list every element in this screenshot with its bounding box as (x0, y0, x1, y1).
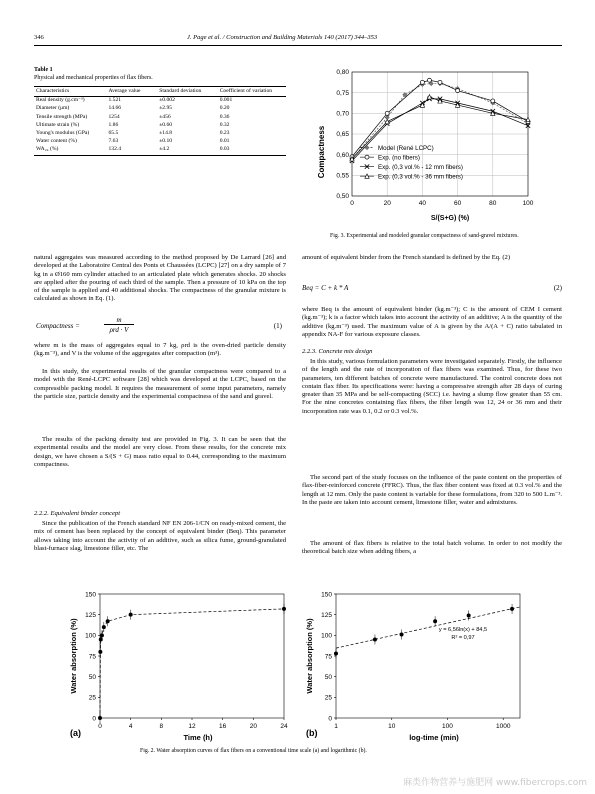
fig2b-data-point (373, 637, 377, 641)
fig2b-x-axis-label: log-time (min) (409, 733, 459, 742)
section-heading-2-2-3: 2.2.3. Concrete mix design (302, 348, 373, 355)
table-cell: 0.01 (219, 138, 230, 145)
fig3-legend-label: Model (René LCPC) (378, 144, 434, 152)
fig3-legend-label: Exp. (0,3 vol.% - 36 mm fibers) (378, 173, 463, 181)
fig2b-panel-label: (b) (306, 728, 318, 738)
fig3-data-point (385, 111, 389, 115)
fig2b-y-tick-label: 75 (324, 653, 332, 661)
table-row (34, 97, 286, 106)
table1-header: Coefficient of variation (218, 87, 286, 97)
table-row (34, 146, 286, 155)
fig2a-x-tick-label: 20 (249, 723, 257, 730)
fig2b-fit-equation: y = 6,56ln(x) + 84,5 (438, 627, 488, 633)
fig2a-x-tick-label: 4 (128, 723, 133, 730)
fig2b-series (334, 604, 520, 659)
fig2a-y-tick-label: 50 (88, 673, 96, 681)
fig2a-panel-label: (a) (70, 728, 81, 738)
page-number: 346 (34, 34, 44, 41)
fig2a-x-tick-label: 16 (219, 723, 227, 730)
fig3-y-tick-label: 0,70 (336, 110, 349, 118)
fig2b-y-tick-label: 125 (321, 611, 332, 619)
left-para-2: where m is the mass of aggregates equal to 7 kg, ρrd is the oven-dried particle density (kg.m⁻³), and V is the volume of the aggregates after compaction (m³). (34, 342, 286, 358)
table1-header-row (34, 87, 286, 97)
table1 (34, 86, 286, 156)
right-para-3: In this study, various formulation parameters were investigated separately. Firstly, the influence of the length and the rate of incorporation of flax fibers was examined. Thus, for these two parameters, ten different batches of concrete were manufactured. The control concrete does not contain flax fiber. Its specifications were: having a compressive strength after 28 days of curing greater than 35 MPa and be self-compacting (SCC) i.e. having a slump flow greater than 55 cm. For the nine concretes containing flax fibers, the fiber length was 12, 24 or 36 mm and their incorporation rate was 0.1, 0.2 or 0.3 vol.%. (302, 358, 562, 415)
table1-header: Standard deviation (157, 87, 217, 97)
equation-2 (302, 284, 562, 296)
header-rule (34, 45, 562, 46)
fig3-data-point (456, 89, 460, 93)
fig2b-y-tick-label: 50 (324, 673, 332, 681)
fig3-legend-marker (365, 145, 369, 149)
fig3-x-axis-label: S/(S+G) (%) (430, 215, 470, 222)
table-row (34, 122, 286, 130)
fig2b-chart (298, 586, 530, 744)
table-cell: 65.5 (108, 130, 119, 137)
fig3-data-point (438, 80, 442, 84)
fig2b-y-tick-label: 25 (324, 694, 332, 702)
table-cell: 0.23 (219, 130, 230, 137)
fig2a-y-tick-label: 75 (88, 653, 96, 661)
table1-caption-text: Physical and mechanical properties of flax fibers. (34, 75, 153, 81)
eq1-lhs: Compactness = (36, 322, 80, 330)
fig3-x-tick-label: 100 (522, 200, 534, 207)
fig2a-x-tick-label: 24 (280, 723, 288, 730)
fig2-caption: Fig. 2. Water absorption curves of flax fibers on a conventional time scale (a) and logarithmic (b). (140, 748, 367, 754)
fig3-x-tick-label: 40 (418, 200, 427, 207)
fig3-y-tick-label: 0,55 (336, 172, 349, 180)
table-cell: ±0.60 (159, 121, 173, 128)
fig3-x-tick-label: 60 (453, 200, 462, 207)
fig3-x-tick-label: 20 (383, 200, 391, 207)
equation-1 (34, 316, 286, 338)
fig2a-y-tick-label: 150 (85, 591, 96, 599)
left-para-5: Since the publication of the French standard NF EN 206-1/CN on ready-mixed cement, the mix of cement has been replaced by the concept of equivalent binder (Beq). This parameter allows taking into account the activity of an additive, such as silica fume, ground-granulated blast-furnace slag, limestone filler, etc. The (34, 520, 286, 552)
table-cell: ±2.95 (159, 105, 173, 112)
fig2b-data-point (334, 652, 338, 656)
fig2b-data-point (467, 613, 471, 617)
table-cell: WA₂₄ (%) (34, 146, 106, 155)
table-row (34, 138, 286, 146)
right-para-4: The second part of the study focuses on the influence of the paste content on the properties of flax-fiber-reinforced concrete (FFRC). Thus, the flax fiber content was fixed at 0.3 vol.% and the length at 12 mm. Only the paste content is variable for these formulations, from 320 to 500 L.m⁻³. In the paste are taken into account cement, limestone filler, water and admixtures. (302, 474, 562, 506)
fig3-data-point (491, 99, 495, 103)
table-cell: 0.03 (218, 146, 286, 155)
fig2b-axes (321, 591, 520, 730)
table-cell: 0.001 (219, 97, 233, 104)
table1-header: Average value (106, 87, 157, 97)
eq2-expression: Beq = C + k * A (302, 284, 349, 292)
running-header: J. Page et al. / Construction and Building Materials 140 (2017) 344–353 (187, 34, 378, 41)
fig2a-x-tick-label: 0 (98, 723, 102, 730)
fig2b-x-tick-label: 100 (442, 723, 453, 730)
fig2b-x-tick-label: 10 (388, 723, 396, 730)
fig2a-y-tick-label: 25 (88, 694, 96, 702)
fig2a-series-line (100, 609, 284, 718)
fig2a-data-point (98, 716, 102, 720)
table-cell: 1.86 (108, 121, 119, 128)
table-cell: 0.32 (219, 121, 230, 128)
table-cell: 1.521 (108, 97, 122, 104)
fig2a-chart (62, 586, 294, 744)
fig2b-y-tick-label: 0 (328, 715, 332, 723)
fig2a-data-point (282, 607, 286, 611)
table-cell: Diameter (μm) (36, 105, 70, 112)
fig3-y-tick-label: 0,65 (336, 131, 349, 139)
fig3-x-tick-label: 80 (489, 200, 497, 207)
table-row (34, 130, 286, 138)
fig3-y-tick-label: 0,80 (336, 69, 349, 77)
fig3-data-point (427, 78, 431, 82)
fig2b-data-point (400, 633, 404, 637)
table-cell: ±0.002 (159, 97, 175, 104)
section-heading-2-2-2: 2.2.2. Equivalent binder concept (34, 510, 121, 517)
table-cell: Tensile strength (MPa) (36, 113, 88, 120)
table1-header: Characteristics (34, 87, 106, 97)
fig2a-x-tick-label: 12 (188, 723, 196, 730)
fig3-caption: Fig. 3. Experimental and modeled granular compactness of sand-gravel mixtures. (330, 233, 519, 239)
table-cell: ±456 (159, 113, 171, 120)
table1-label: Table 1 (34, 67, 53, 73)
left-para-3: In this study, the experimental results of the granular compactness were compared to a model with the René-LCPC software [28] which was developed at the LCPC, based on the compressible packing model. It requires the measurement of some input parameters, namely the particle size, particle density and the experimental compactness of the sand and gravel. (34, 368, 286, 400)
eq1-denominator: ρrd · V (109, 326, 129, 334)
table-cell: ±4.2 (157, 146, 217, 155)
table-cell: 132.4 (106, 146, 157, 155)
fig2a-y-tick-label: 100 (85, 632, 96, 640)
table-row (34, 105, 286, 113)
fig2a-y-axis-label: Water absorption (%) (69, 618, 78, 694)
fig2b-y-tick-label: 150 (321, 591, 332, 599)
fig2a-plot-frame (100, 594, 284, 718)
fig3-data-point (420, 80, 424, 84)
fig2b-data-point (510, 607, 514, 611)
table-cell: 0.20 (219, 105, 230, 112)
fig3-legend-label: Exp. (0,3 vol.% - 12 mm fibers) (378, 163, 463, 171)
fig3-y-tick-label: 0,50 (336, 193, 349, 201)
fig2b-data-point (433, 619, 437, 623)
eq1-number: (1) (273, 322, 282, 330)
fig3-legend-label: Exp. (no fibers) (378, 154, 420, 162)
table1-caption (34, 66, 284, 82)
fig2b-fit-r2: R² = 0,97 (451, 635, 475, 641)
table-row (34, 114, 286, 122)
fig2a-axes (85, 591, 288, 730)
fig2a-series (98, 604, 286, 723)
fig2b-x-tick-label: 1 (334, 723, 338, 730)
fig3-axes (336, 69, 533, 207)
fig3-x-tick-label: 0 (350, 200, 354, 207)
table-cell: 0.36 (219, 113, 230, 120)
fig3-y-axis-label: Compactness (317, 125, 326, 179)
right-para-2: where Beq is the amount of equivalent binder (kg.m⁻³); C is the amount of CEM I cement (kg.m⁻³); k is a factor which takes into account the activity of an additive; A is the quantity of the additive (kg.m⁻³) used. The maximum value of A is given by the A/(A + C) ratio tabulated in appendix NA-F for various exposure classes. (302, 306, 562, 338)
eq1-numerator: m (104, 316, 134, 325)
table-cell: 14.66 (108, 105, 122, 112)
fig2b-plot-frame (336, 594, 520, 718)
left-para-4: The results of the packing density test are provided in Fig. 3. It can be seen that the experimental results and the model are very close. From these results, for the concrete mix design, we have chosen a S/(S + G) mass ratio equal to 0.44, corresponding to the maximum compactness. (34, 436, 286, 468)
table-cell: Real density (g.cm⁻³) (36, 97, 85, 104)
table-cell: ±0.10 (159, 138, 173, 145)
fig2a-data-point (106, 619, 110, 623)
watermark: 麻类作物营养与施肥网 www.fibercrops.com (403, 778, 587, 788)
fig2a-y-tick-label: 125 (85, 611, 96, 619)
left-para-1: natural aggregates was measured according to the method proposed by De Larrard [26] and developed at the Laboratoire Central des Ponts et Chaussées (LCPC) [27] on a dry sample of 7 kg in a Ø160 mm cylinder attached to an articulated plate which generates shocks. 20 shocks are applied after the pouring of each third of the sample. Then a pressure of 10 kPa on the top of the sample is applied and 40 additional shocks. The compactness of the granular mixture is calculated as shown in Eq. (1). (34, 254, 286, 303)
table-cell: 1254 (108, 113, 120, 120)
right-para-5: The amount of flax fibers is relative to the total batch volume. In order to not modify the theoretical batch size when adding fibers, a (302, 540, 562, 556)
table-cell: Ultimate strain (%) (36, 121, 80, 128)
fig2b-y-tick-label: 100 (321, 632, 332, 640)
eq2-number: (2) (553, 284, 562, 292)
table-cell: 7.63 (108, 138, 119, 145)
fig3-legend-marker (365, 155, 369, 159)
table-cell: Water content (%) (36, 138, 77, 145)
fig2b-x-tick-label: 1000 (495, 723, 511, 730)
fig2a-x-axis-label: Time (h) (183, 733, 213, 742)
fig2a-data-point (129, 613, 133, 617)
fig3-y-tick-label: 0,75 (336, 89, 349, 97)
fig3-series (350, 78, 530, 163)
fig2a-data-point (98, 650, 102, 654)
fig2a-data-point (100, 633, 104, 637)
fig2b-y-axis-label: Water absorption (%) (305, 618, 314, 694)
fig3-chart (310, 62, 562, 222)
table-cell: Young's modulus (GPa) (36, 130, 90, 137)
fig3-y-tick-label: 0,60 (336, 151, 349, 159)
fig2b-fit-line (336, 607, 520, 648)
fig2a-data-point (102, 625, 106, 629)
fig2a-y-tick-label: 0 (92, 715, 96, 723)
table-cell: ±14.8 (159, 130, 173, 137)
fig2a-x-tick-label: 8 (159, 723, 164, 730)
right-para-1: amount of equivalent binder from the French standard is defined by the Eq. (2) (302, 254, 511, 261)
fig3-legend (360, 145, 463, 181)
